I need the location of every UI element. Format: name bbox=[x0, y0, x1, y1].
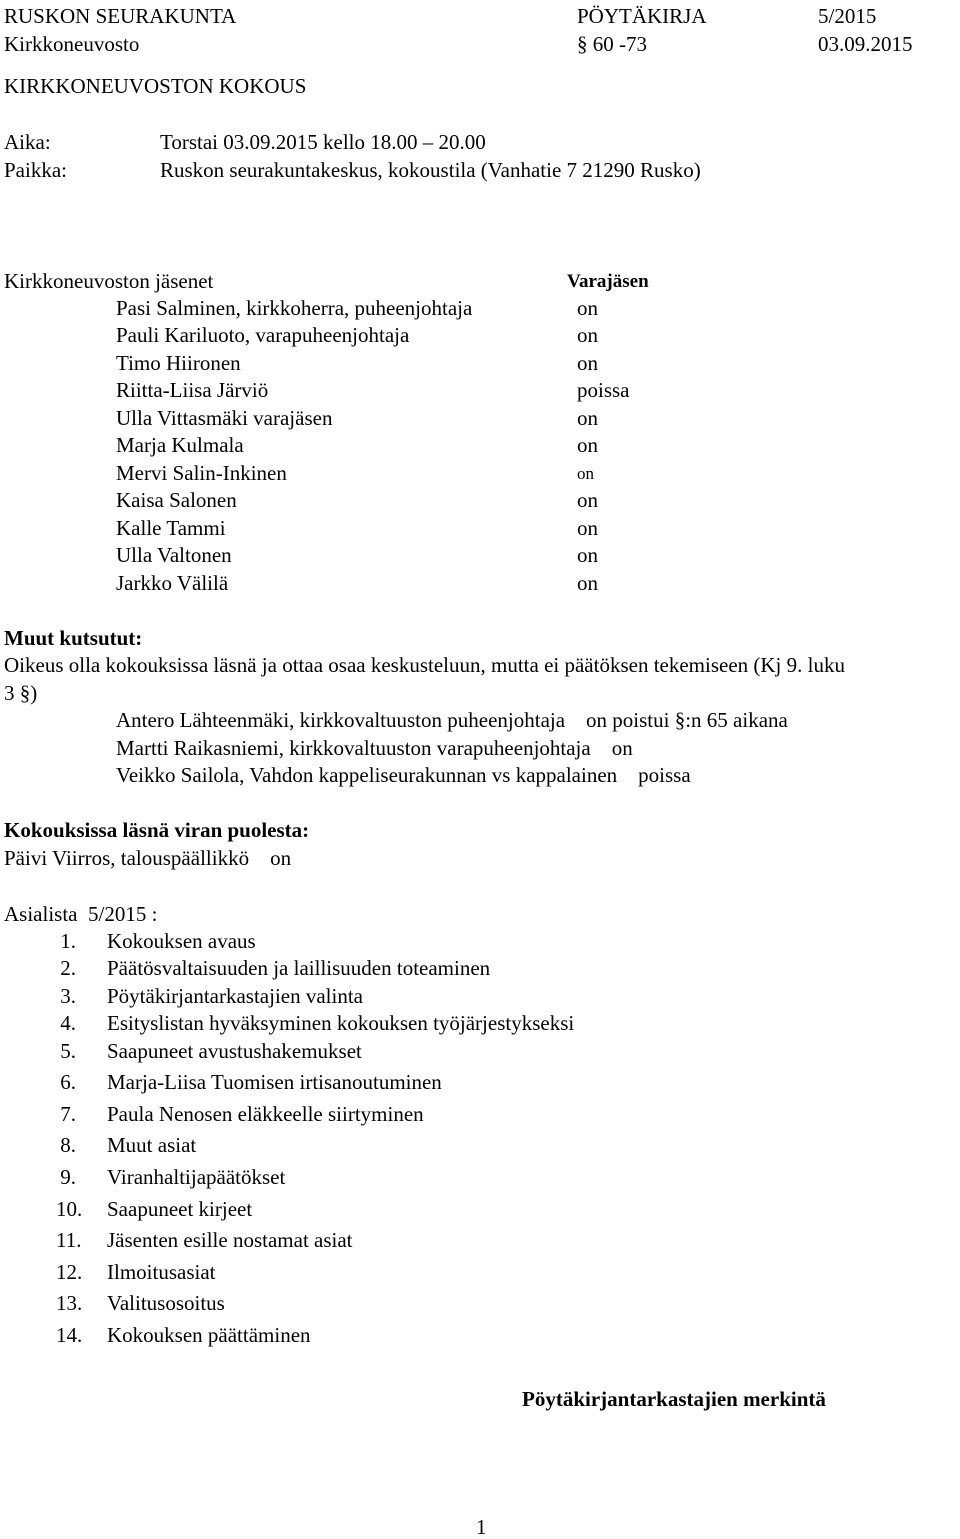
agenda-item-number: 2. bbox=[60, 956, 76, 980]
invited-person: Martti Raikasniemi, kirkkovaltuuston varapuheenjohtaja on bbox=[116, 736, 633, 760]
member-name: Marja Kulmala bbox=[116, 433, 244, 457]
agenda-item-text: Saapuneet kirjeet bbox=[107, 1197, 253, 1221]
member-name: Kaisa Salonen bbox=[116, 488, 237, 512]
member-name: Pasi Salminen, kirkkoherra, puheenjohtaja bbox=[116, 296, 473, 320]
deputy-heading: Varajäsen bbox=[567, 271, 649, 292]
agenda-item-text: Viranhaltijapäätökset bbox=[107, 1165, 286, 1189]
agenda-item-number: 7. bbox=[60, 1102, 76, 1126]
org-name: RUSKON SEURAKUNTA bbox=[4, 4, 237, 28]
agenda-item-text: Kokouksen päättäminen bbox=[107, 1323, 311, 1347]
member-name: Riitta-Liisa Järviö bbox=[116, 378, 269, 402]
reviewers-note: Pöytäkirjantarkastajien merkintä bbox=[522, 1387, 826, 1411]
invited-person: Veikko Sailola, Vahdon kappeliseurakunnan vs kappalainen poissa bbox=[116, 763, 691, 787]
meeting-title: KIRKKONEUVOSTON KOKOUS bbox=[4, 74, 307, 98]
member-name: Ulla Valtonen bbox=[116, 543, 232, 567]
agenda-item-number: 13. bbox=[56, 1291, 83, 1315]
agenda-item-number: 3. bbox=[60, 984, 76, 1008]
member-name: Kalle Tammi bbox=[116, 516, 226, 540]
member-status: poissa bbox=[577, 378, 630, 402]
agenda-item-number: 8. bbox=[60, 1133, 76, 1157]
agenda-item-text: Jäsenten esille nostamat asiat bbox=[107, 1228, 353, 1252]
agenda-item-number: 10. bbox=[56, 1197, 83, 1221]
member-name: Mervi Salin-Inkinen bbox=[116, 461, 287, 485]
member-status: on bbox=[577, 433, 598, 457]
member-status: on bbox=[577, 351, 598, 375]
member-status: on bbox=[577, 464, 594, 483]
agenda-item-text: Valitusosoitus bbox=[107, 1291, 225, 1315]
agenda-item-number: 9. bbox=[60, 1165, 76, 1189]
agenda-item-number: 5. bbox=[60, 1039, 76, 1063]
place-label: Paikka: bbox=[4, 158, 67, 182]
member-status: on bbox=[577, 406, 598, 430]
member-status: on bbox=[577, 516, 598, 540]
section-range: § 60 -73 bbox=[577, 32, 647, 56]
agenda-item-text: Marja-Liisa Tuomisen irtisanoutuminen bbox=[107, 1070, 442, 1094]
member-status: on bbox=[577, 323, 598, 347]
agenda-item-number: 14. bbox=[56, 1323, 83, 1347]
agenda-item-number: 12. bbox=[56, 1260, 83, 1284]
invited-note: Oikeus olla kokouksissa läsnä ja ottaa osaa keskusteluun, mutta ei päätöksen tekemiseen (Kj 9. luku bbox=[4, 653, 845, 677]
doc-type: PÖYTÄKIRJA bbox=[577, 4, 707, 28]
member-status: on bbox=[577, 296, 598, 320]
agenda-item-text: Muut asiat bbox=[107, 1133, 197, 1157]
governing-body: Kirkkoneuvosto bbox=[4, 32, 140, 56]
agenda-item-text: Saapuneet avustushakemukset bbox=[107, 1039, 362, 1063]
member-name: Pauli Kariluoto, varapuheenjohtaja bbox=[116, 323, 410, 347]
members-heading: Kirkkoneuvoston jäsenet bbox=[4, 269, 214, 293]
invited-person: Antero Lähteenmäki, kirkkovaltuuston puheenjohtaja on poistui §:n 65 aikana bbox=[116, 708, 788, 732]
meeting-date: 03.09.2015 bbox=[818, 32, 913, 56]
member-name: Ulla Vittasmäki varajäsen bbox=[116, 406, 333, 430]
invited-note-cont: 3 §) bbox=[4, 681, 38, 705]
agenda-item-text: Ilmoitusasiat bbox=[107, 1260, 216, 1284]
agenda-item-number: 6. bbox=[60, 1070, 76, 1094]
place-value: Ruskon seurakuntakeskus, kokoustila (Vanhatie 7 21290 Rusko) bbox=[160, 158, 701, 182]
agenda-item-number: 4. bbox=[60, 1011, 76, 1035]
agenda-item-text: Päätösvaltaisuuden ja laillisuuden toteaminen bbox=[107, 956, 491, 980]
time-value: Torstai 03.09.2015 kello 18.00 – 20.00 bbox=[160, 130, 486, 154]
agenda-heading: Asialista 5/2015 : bbox=[4, 902, 158, 926]
member-name: Jarkko Välilä bbox=[116, 571, 229, 595]
member-status: on bbox=[577, 488, 598, 512]
agenda-item-text: Esityslistan hyväksyminen kokouksen työjärjestykseksi bbox=[107, 1011, 575, 1035]
agenda-item-text: Paula Nenosen eläkkeelle siirtyminen bbox=[107, 1102, 424, 1126]
official-heading: Kokouksissa läsnä viran puolesta: bbox=[4, 818, 310, 842]
member-name: Timo Hiironen bbox=[116, 351, 241, 375]
agenda-item-number: 11. bbox=[56, 1228, 82, 1252]
official-person: Päivi Viirros, talouspäällikkö on bbox=[4, 846, 292, 870]
time-label: Aika: bbox=[4, 130, 51, 154]
member-status: on bbox=[577, 571, 598, 595]
agenda-item-number: 1. bbox=[60, 929, 76, 953]
doc-number: 5/2015 bbox=[818, 4, 877, 28]
agenda-item-text: Kokouksen avaus bbox=[107, 929, 256, 953]
page-number: 1 bbox=[476, 1515, 487, 1539]
invited-heading: Muut kutsutut: bbox=[4, 626, 143, 650]
member-status: on bbox=[577, 543, 598, 567]
agenda-item-text: Pöytäkirjantarkastajien valinta bbox=[107, 984, 363, 1008]
